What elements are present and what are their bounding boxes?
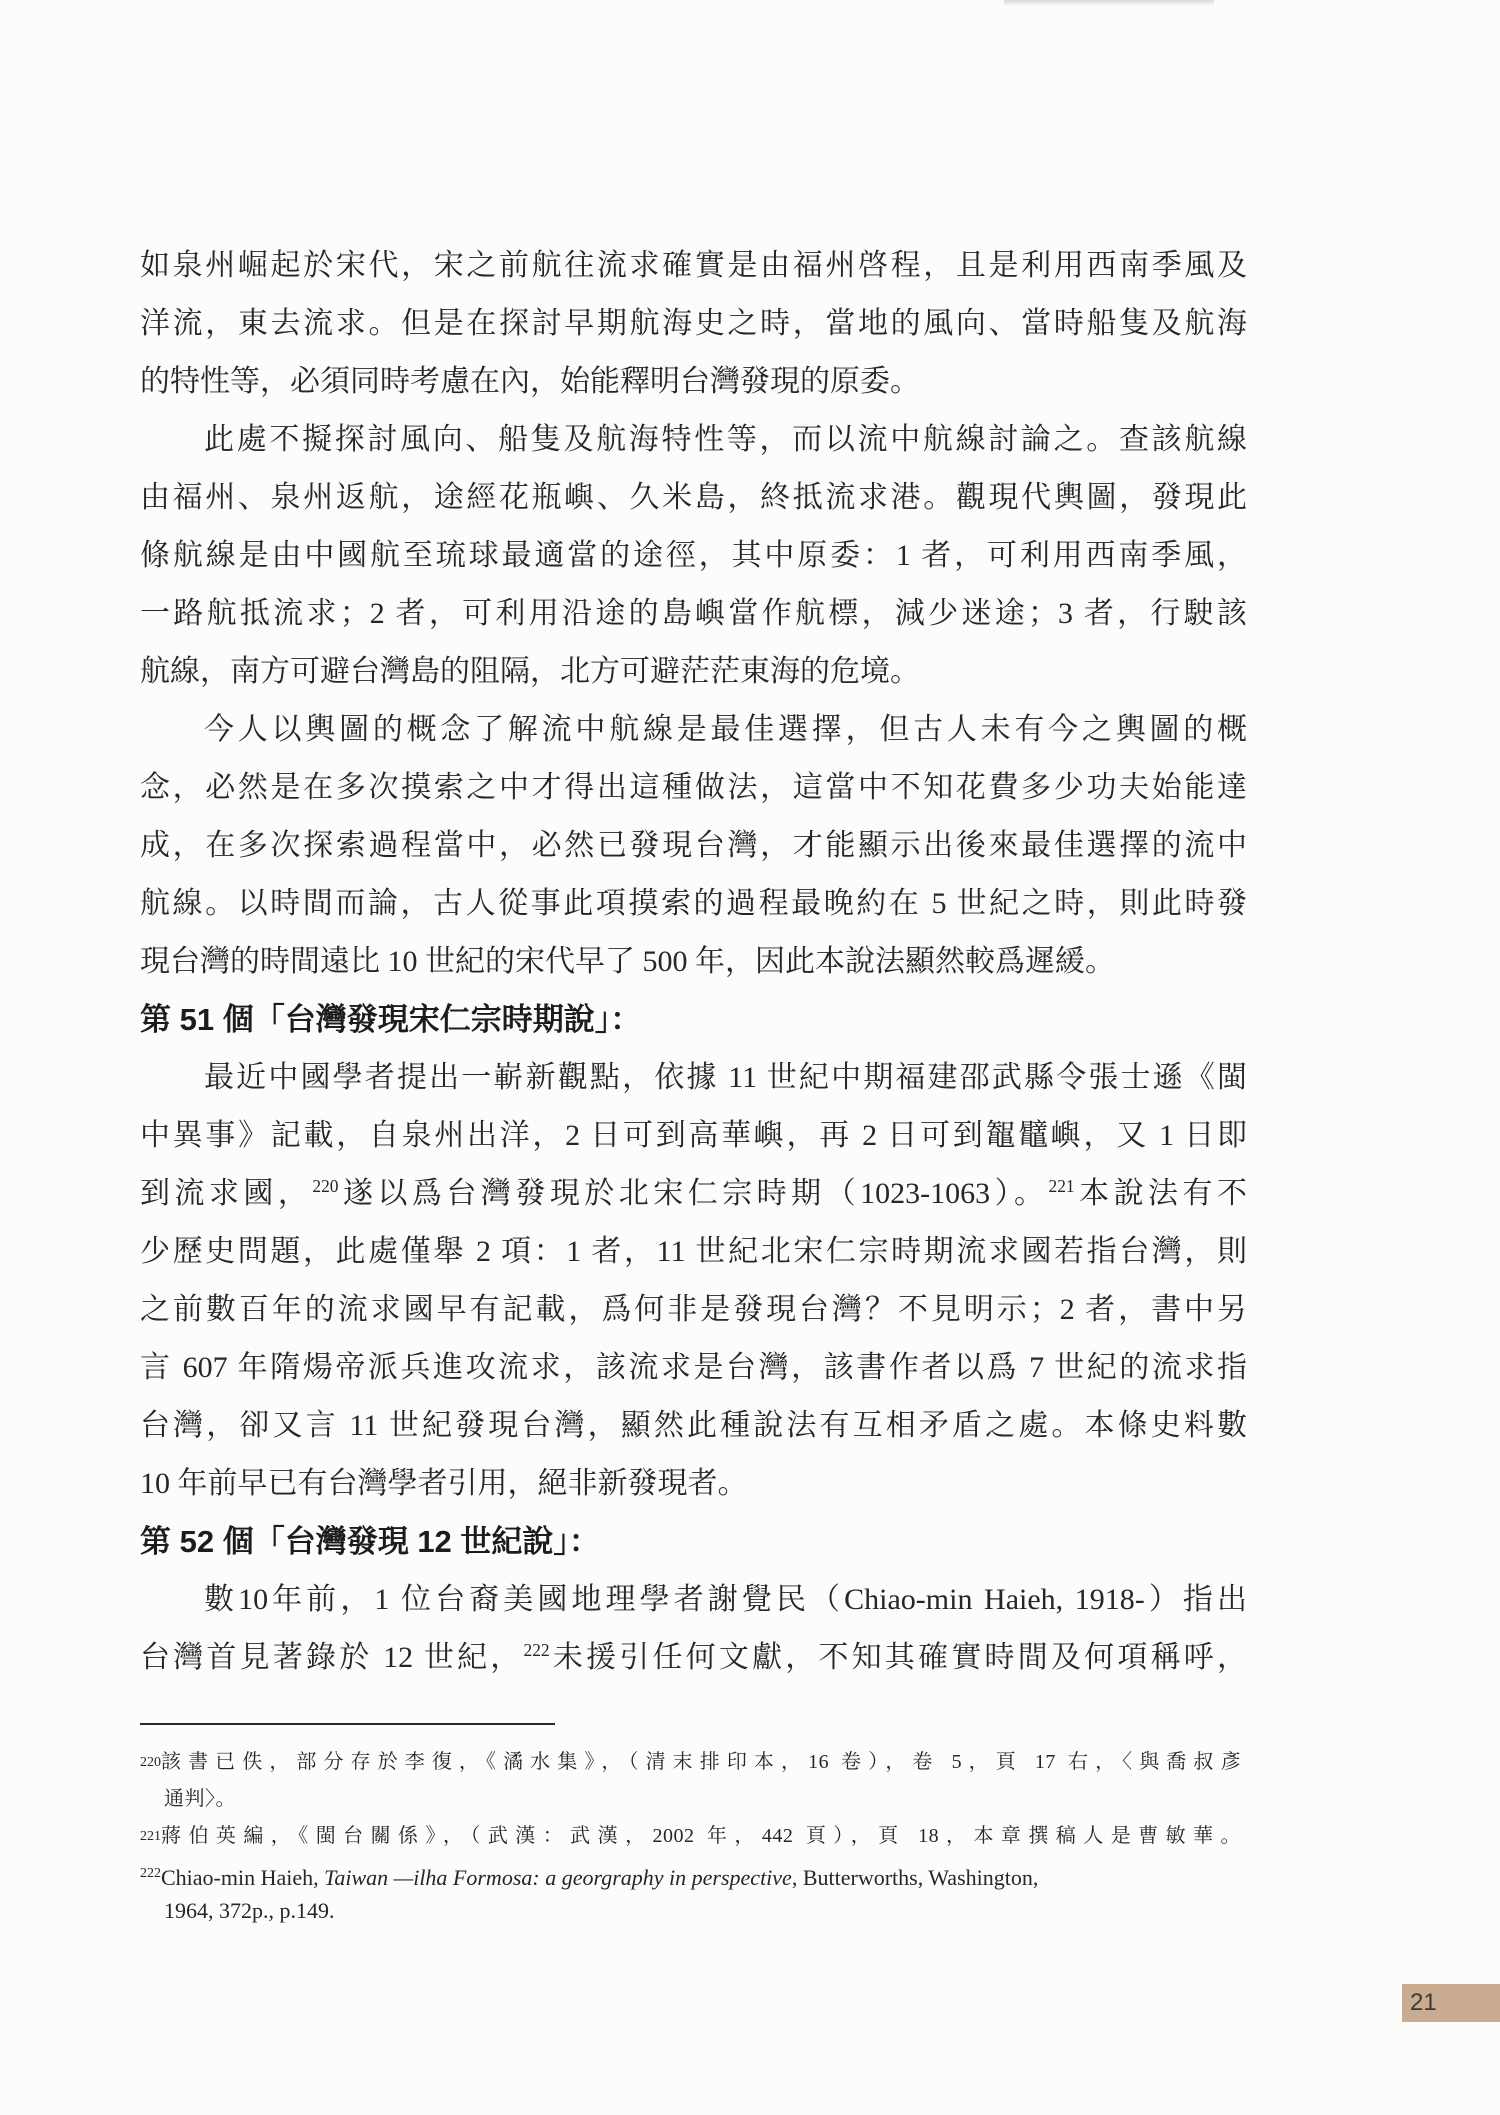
line-text: 到流求國， xyxy=(140,1177,313,1210)
page-number-tab xyxy=(1402,1984,1500,2022)
footnote-book-title: Taiwan —ilha Formosa: a georgraphy in perspective xyxy=(324,1865,792,1890)
paragraph-line: 航線。以時間而論，古人從事此項摸索的過程最晚約在 5 世紀之時，則此時發 xyxy=(140,887,1247,920)
paragraph-line: 中異事》記載，自泉州出洋，2 日可到高華嶼，再 2 日可到鼅鼊嶼，又 1 日即 xyxy=(140,1119,1247,1152)
paragraph-line: 今人以輿圖的概念了解流中航線是最佳選擇，但古人未有今之輿圖的概 xyxy=(204,713,1247,746)
footnote-author: Chiao-min Haieh, xyxy=(161,1865,325,1890)
paragraph-line: 最近中國學者提出一嶄新觀點，依據 11 世紀中期福建邵武縣令張士遜《閩 xyxy=(204,1061,1247,1094)
paragraph-line: 成，在多次探索過程當中，必然已發現台灣，才能顯示出後來最佳選擇的流中 xyxy=(140,829,1247,862)
footnotes xyxy=(140,1744,1270,1929)
paragraph-line: 洋流，東去流求。但是在探討早期航海史之時，當地的風向、當時船隻及航海 xyxy=(140,307,1247,340)
main-text xyxy=(140,237,1247,1687)
footnote-ref-220: 220 xyxy=(312,1176,339,1196)
paragraph-line: 此處不擬探討風向、船隻及航海特性等，而以流中航線討論之。查該航線 xyxy=(204,423,1247,456)
line-text: 台灣首見著錄於 12 世紀， xyxy=(140,1641,524,1674)
line-text: 本說法有不 xyxy=(1074,1177,1247,1210)
footnote-text: , Butterworths, Washington, xyxy=(791,1865,1039,1890)
paragraph-line: 言 607 年隋煬帝派兵進攻流求，該流求是台灣，該書作者以爲 7 世紀的流求指 xyxy=(140,1351,1247,1384)
line-text: 遂以爲台灣發現於北宋仁宗時期（1023-1063）。 xyxy=(338,1177,1049,1210)
footnote-222-continuation: 1964, 372p., p.149. xyxy=(164,1898,335,1923)
paragraph-line: 10 年前早已有台灣學者引用，絕非新發現者。 xyxy=(140,1467,748,1500)
footnote-222 xyxy=(140,1855,1270,1892)
footnote-separator xyxy=(140,1723,555,1725)
paragraph-line: 數10年前，1 位台裔美國地理學者謝覺民（Chiao-min Haieh, 1918-）指出 xyxy=(204,1583,1247,1616)
footnote-text: 蔣伯英編，《閩台關係》，（武漢：武漢，2002 年，442 頁），頁 18，本章撰稿人是曹敏華。 xyxy=(161,1825,1241,1847)
paragraph-line: 少歷史問題，此處僅舉 2 項：1 者，11 世紀北宋仁宗時期流求國若指台灣，則 xyxy=(140,1235,1247,1268)
page-number: 21 xyxy=(1410,1989,1437,2016)
paragraph-line: 之前數百年的流求國早有記載，爲何非是發現台灣？不見明示；2 者，書中另 xyxy=(140,1293,1247,1326)
paragraph-line: 航線，南方可避台灣島的阻隔，北方可避茫茫東海的危境。 xyxy=(140,655,920,688)
paragraph-line xyxy=(140,1165,1247,1223)
paragraph-line: 條航線是由中國航至琉球最適當的途徑，其中原委：1 者，可利用西南季風， xyxy=(140,539,1247,572)
footnote-number: 222 xyxy=(140,1866,161,1881)
paragraph-line xyxy=(140,1629,1247,1687)
section-heading-52: 第 52 個「台灣發現 12 世紀說」： xyxy=(140,1524,600,1559)
scan-artifact xyxy=(1004,0,1214,6)
paragraph-line: 一路航抵流求；2 者，可利用沿途的島嶼當作航標，減少迷途；3 者，行駛該 xyxy=(140,597,1247,630)
paragraph-line: 如泉州崛起於宋代，宋之前航往流求確實是由福州啓程，且是利用西南季風及 xyxy=(140,249,1247,282)
paragraph-line: 的特性等，必須同時考慮在內，始能釋明台灣發現的原委。 xyxy=(140,365,920,398)
footnote-220 xyxy=(140,1744,1270,1781)
footnote-number: 221 xyxy=(140,1829,161,1844)
footnote-220-continuation: 通判〉。 xyxy=(164,1788,236,1810)
section-heading-51: 第 51 個「台灣發現宋仁宗時期說」： xyxy=(140,1002,642,1037)
footnote-number: 220 xyxy=(140,1755,161,1770)
paragraph-line: 台灣，卻又言 11 世紀發現台灣，顯然此種說法有互相矛盾之處。本條史料數 xyxy=(140,1409,1247,1442)
paragraph-line: 由福州、泉州返航，途經花瓶嶼、久米島，終抵流求港。觀現代輿圖，發現此 xyxy=(140,481,1247,514)
paragraph-line: 念，必然是在多次摸索之中才得出這種做法，這當中不知花費多少功夫始能達 xyxy=(140,771,1247,804)
paragraph-line: 現台灣的時間遠比 10 世紀的宋代早了 500 年，因此本說法顯然較爲遲緩。 xyxy=(140,945,1115,978)
footnote-ref-221: 221 xyxy=(1048,1176,1075,1196)
footnote-text: 該書已佚，部分存於李復，《潏水集》，（清末排印本，16 卷），卷 5，頁 17 右，〈與喬叔彥 xyxy=(161,1751,1241,1773)
line-text: 未援引任何文獻，不知其確實時間及何項稱呼， xyxy=(549,1641,1247,1674)
footnote-221 xyxy=(140,1818,1270,1855)
footnote-ref-222: 222 xyxy=(523,1640,550,1660)
